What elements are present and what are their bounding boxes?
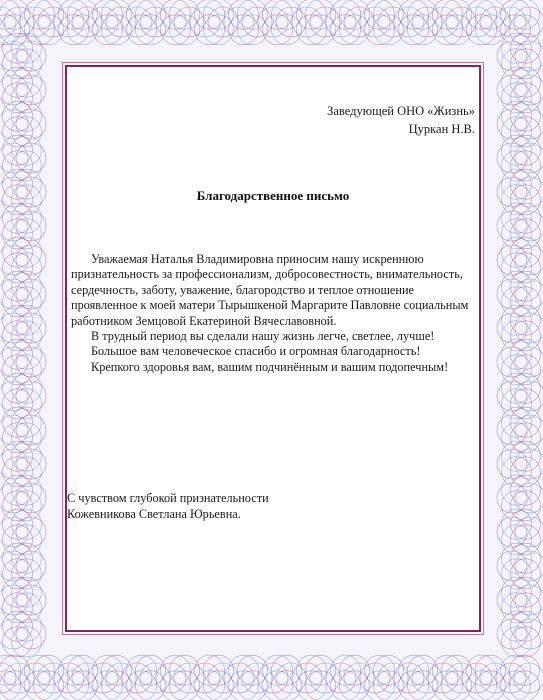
guilloche-loop	[12, 577, 42, 607]
guilloche-loop	[511, 509, 541, 539]
guilloche-loop	[306, 655, 336, 685]
guilloche-loop	[170, 15, 200, 45]
guilloche-loop	[12, 627, 42, 657]
guilloche-loop	[502, 271, 532, 301]
guilloche-loop	[340, 655, 370, 685]
guilloche-loop	[442, 655, 472, 685]
guilloche-loop	[12, 321, 42, 351]
paragraph-2: В трудный период вы сделали нашу жизнь легче, светлее, лучше!	[91, 329, 435, 344]
guilloche-loop	[3, 611, 33, 641]
guilloche-loop	[161, 655, 191, 685]
guilloche-loop	[365, 655, 395, 685]
guilloche-loop	[331, 655, 361, 685]
guilloche-loop	[511, 271, 541, 301]
closing-line-1: С чувством глубокой признательности	[67, 491, 269, 505]
guilloche-loop	[34, 655, 64, 685]
guilloche-loop	[102, 655, 132, 685]
letter-title: Благодарственное письмо	[196, 188, 350, 203]
guilloche-loop	[3, 577, 33, 607]
guilloche-loop	[272, 15, 302, 45]
guilloche-loop	[3, 271, 33, 301]
guilloche-loop	[502, 475, 532, 505]
paragraph-1: Уважаемая Наталья Владимировна приносим нашу искреннюю признательность за профессионализм, добросовестность, внимательность, сердечность, заботу, уважение, благородство и теплое отношение проявленное к моей матери Тырышкеной Маргарите Павловне социальным работником Земцовой Екатериной Вячеславовной.	[71, 252, 469, 328]
guilloche-loop	[204, 15, 234, 45]
guilloche-loop	[12, 101, 42, 131]
guilloche-loop	[3, 67, 33, 97]
guilloche-loop	[467, 655, 497, 685]
guilloche-loop	[12, 151, 42, 181]
guilloche-loop	[263, 655, 293, 685]
guilloche-loop	[12, 525, 42, 555]
guilloche-loop	[511, 253, 541, 283]
guilloche-loop	[229, 655, 259, 685]
guilloche-loop	[0, 15, 21, 45]
closing-block	[67, 490, 269, 522]
guilloche-loop	[12, 441, 42, 471]
guilloche-loop	[68, 655, 98, 685]
guilloche-loop	[511, 457, 541, 487]
guilloche-loop	[374, 15, 404, 45]
guilloche-loop	[12, 83, 42, 113]
guilloche-loop	[511, 185, 541, 215]
guilloche-loop	[204, 655, 234, 685]
guilloche-loop	[511, 389, 541, 419]
guilloche-loop	[272, 655, 302, 685]
guilloche-loop	[34, 15, 64, 45]
guilloche-loop	[502, 305, 532, 335]
guilloche-loop	[511, 491, 541, 521]
addressee-line-2: Цуркан Н.В.	[408, 122, 475, 136]
guilloche-loop	[374, 655, 404, 685]
guilloche-loop	[25, 655, 55, 685]
guilloche-loop	[136, 15, 166, 45]
guilloche-loop	[12, 67, 42, 97]
guilloche-loop	[408, 655, 438, 685]
guilloche-loop	[511, 67, 541, 97]
guilloche-loop	[127, 655, 157, 685]
guilloche-loop	[12, 559, 42, 589]
guilloche-loop	[3, 33, 33, 63]
paragraph-4: Крепкого здоровья вам, вашим подчинённым и вашим подопечным!	[91, 359, 449, 374]
guilloche-loop	[502, 33, 532, 63]
guilloche-loop	[502, 237, 532, 267]
guilloche-loop	[502, 339, 532, 369]
guilloche-loop	[511, 441, 541, 471]
guilloche-loop	[511, 305, 541, 335]
guilloche-loop	[12, 287, 42, 317]
guilloche-loop	[511, 373, 541, 403]
guilloche-loop	[12, 389, 42, 419]
letter-sheet	[65, 65, 481, 632]
guilloche-loop	[510, 655, 540, 685]
guilloche-loop	[502, 543, 532, 573]
letter-body	[71, 252, 473, 375]
guilloche-loop	[12, 457, 42, 487]
guilloche-loop	[3, 169, 33, 199]
guilloche-loop	[3, 305, 33, 335]
guilloche-loop	[12, 407, 42, 437]
guilloche-loop	[511, 543, 541, 573]
guilloche-loop	[3, 543, 33, 573]
guilloche-loop	[238, 15, 268, 45]
guilloche-loop	[297, 655, 327, 685]
guilloche-loop	[502, 169, 532, 199]
guilloche-loop	[511, 627, 541, 657]
guilloche-loop	[502, 135, 532, 165]
guilloche-loop	[511, 559, 541, 589]
guilloche-loop	[12, 117, 42, 147]
guilloche-loop	[502, 203, 532, 233]
guilloche-loop	[476, 655, 506, 685]
guilloche-loop	[511, 407, 541, 437]
guilloche-loop	[3, 441, 33, 471]
guilloche-loop	[501, 655, 531, 685]
closing-line-2: Кожевникова Светлана Юрьевна.	[67, 507, 241, 521]
guilloche-loop	[502, 101, 532, 131]
guilloche-loop	[502, 509, 532, 539]
guilloche-loop	[12, 135, 42, 165]
guilloche-loop	[3, 101, 33, 131]
guilloche-loop	[502, 373, 532, 403]
guilloche-loop	[511, 611, 541, 641]
guilloche-loop	[12, 509, 42, 539]
guilloche-loop	[170, 655, 200, 685]
guilloche-loop	[12, 253, 42, 283]
guilloche-loop	[511, 219, 541, 249]
guilloche-loop	[136, 655, 166, 685]
guilloche-loop	[502, 611, 532, 641]
guilloche-loop	[12, 543, 42, 573]
guilloche-loop	[408, 15, 438, 45]
addressee-line-1: Заведующей ОНО «Жизнь»	[327, 104, 475, 118]
guilloche-loop	[511, 593, 541, 623]
guilloche-loop	[306, 15, 336, 45]
guilloche-loop	[238, 655, 268, 685]
guilloche-loop	[433, 655, 463, 685]
guilloche-loop	[511, 83, 541, 113]
guilloche-loop	[12, 169, 42, 199]
guilloche-loop	[3, 509, 33, 539]
guilloche-loop	[340, 15, 370, 45]
guilloche-loop	[511, 169, 541, 199]
guilloche-loop	[12, 219, 42, 249]
guilloche-loop	[0, 655, 21, 685]
guilloche-loop	[511, 339, 541, 369]
guilloche-loop	[12, 185, 42, 215]
guilloche-loop	[12, 203, 42, 233]
guilloche-loop	[12, 49, 42, 79]
guilloche-loop	[68, 15, 98, 45]
paragraph-3: Большое вам человеческое спасибо и огромная благодарность!	[91, 344, 421, 359]
guilloche-loop	[510, 15, 540, 45]
guilloche-loop	[442, 15, 472, 45]
guilloche-loop	[12, 237, 42, 267]
guilloche-loop	[12, 475, 42, 505]
guilloche-loop	[511, 287, 541, 317]
guilloche-loop	[511, 237, 541, 267]
guilloche-loop	[502, 407, 532, 437]
guilloche-loop	[12, 491, 42, 521]
guilloche-loop	[195, 655, 225, 685]
guilloche-loop	[502, 67, 532, 97]
guilloche-loop	[511, 525, 541, 555]
guilloche-loop	[3, 135, 33, 165]
guilloche-loop	[59, 655, 89, 685]
guilloche-loop	[511, 423, 541, 453]
guilloche-loop	[12, 593, 42, 623]
addressee-block	[327, 102, 475, 138]
guilloche-loop	[12, 611, 42, 641]
guilloche-loop	[511, 577, 541, 607]
guilloche-loop	[511, 49, 541, 79]
guilloche-loop	[399, 655, 429, 685]
guilloche-loop	[511, 151, 541, 181]
guilloche-loop	[511, 321, 541, 351]
guilloche-loop	[102, 15, 132, 45]
guilloche-loop	[3, 373, 33, 403]
guilloche-loop	[511, 475, 541, 505]
guilloche-loop	[502, 577, 532, 607]
guilloche-loop	[12, 355, 42, 385]
guilloche-loop	[511, 135, 541, 165]
guilloche-loop	[3, 407, 33, 437]
guilloche-loop	[511, 101, 541, 131]
guilloche-loop	[3, 237, 33, 267]
guilloche-loop	[93, 655, 123, 685]
guilloche-loop	[12, 305, 42, 335]
guilloche-loop	[511, 117, 541, 147]
guilloche-loop	[12, 373, 42, 403]
guilloche-loop	[3, 203, 33, 233]
guilloche-loop	[511, 355, 541, 385]
guilloche-loop	[12, 339, 42, 369]
guilloche-loop	[3, 339, 33, 369]
guilloche-loop	[12, 423, 42, 453]
guilloche-loop	[12, 271, 42, 301]
guilloche-loop	[511, 203, 541, 233]
guilloche-loop	[476, 15, 506, 45]
guilloche-loop	[511, 33, 541, 63]
guilloche-loop	[502, 441, 532, 471]
guilloche-loop	[3, 475, 33, 505]
